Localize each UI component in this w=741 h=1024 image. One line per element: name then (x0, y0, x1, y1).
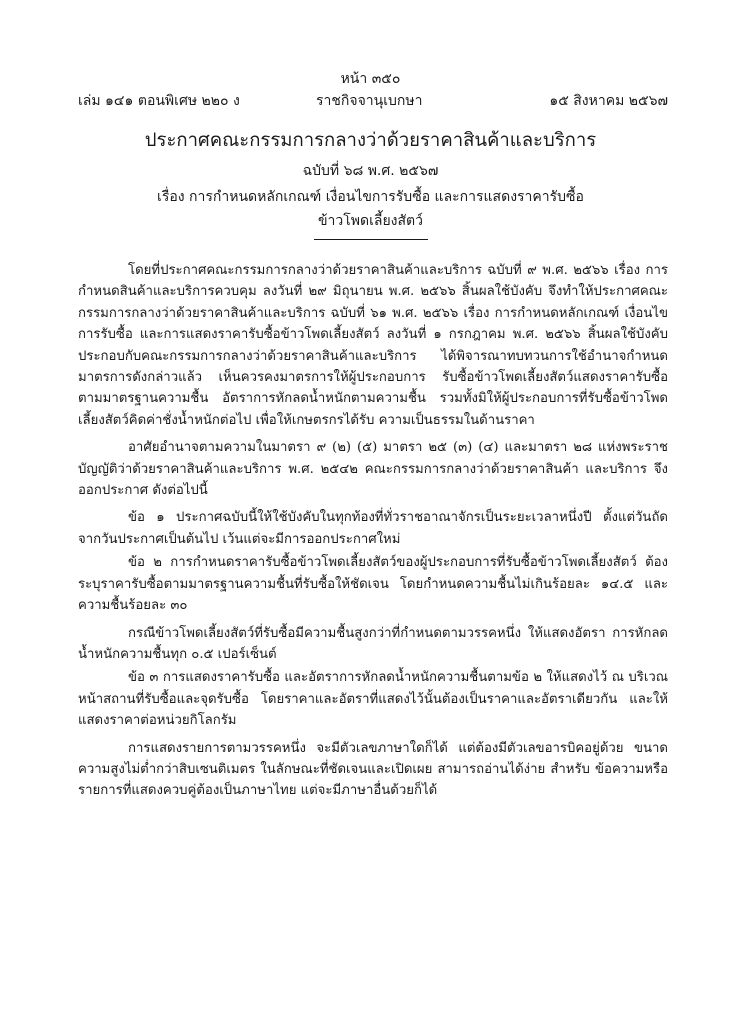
paragraph-clause-1: ข้อ ๑ ประกาศฉบับนี้ให้ใช้บังคับในทุกท้องที่ทั่วราชอาณาจักรเป็นระยะเวลาหนึ่งปี ตั้งแต่วันถัดจากวันประกาศเป็นต้นไป เว้นแต่จะมีการออกประกาศใหม่ (78, 510, 668, 547)
document-number: ฉบับที่ ๖๘ พ.ศ. ๒๕๖๗ (302, 163, 439, 179)
title-divider (314, 239, 428, 240)
document-subject-line1: เรื่อง การกำหนดหลักเกณฑ์ เงื่อนไขการรับซื้อ และการแสดงราคารับซื้อ (157, 189, 584, 205)
paragraph-clause-2-note: กรณีข้าวโพดเลี้ยงสัตว์ที่รับซื้อมีความชื้นสูงกว่าที่กำหนดตามวรรคหนึ่ง ให้แสดงอัตรา การหักลดน้ำหนักความชื้นทุก ๐.๕ เปอร์เซ็นต์ (78, 625, 668, 662)
paragraph-preamble: โดยที่ประกาศคณะกรรมการกลางว่าด้วยราคาสินค้าและบริการ ฉบับที่ ๙ พ.ศ. ๒๕๖๖ เรื่อง การกำหนดสินค้าและบริการควบคุม ลงวันที่ ๒๙ มิถุนายน พ.ศ. ๒๕๖๖ สิ้นผลใช้บังคับ จึงทำให้ประกาศคณะกรรมการกลางว่าด้วยราคาสินค้าและบริการ ฉบับที่ ๖๑ พ.ศ. ๒๕๖๖ เรื่อง การกำหนดหลักเกณฑ์ เงื่อนไขการรับซื้อ และการแสดงราคารับซื้อข้าวโพดเลี้ยงสัตว์ ลงวันที่ ๑ กรกฎาคม พ.ศ. ๒๕๖๖ สิ้นผลใช้บังคับ ประกอบกับคณะกรรมการกลางว่าด้วยราคาสินค้าและบริการ ได้พิจารณาทบทวนการใช้อำนาจกำหนดมาตรการดังกล่าวแล้ว เห็นควรคงมาตรการให้ผู้ประกอบการ รับซื้อข้าวโพดเลี้ยงสัตว์แสดงราคารับซื้อตามมาตรฐานความชื้น อัตราการหักลดน้ำหนักตามความชื้น รวมทั้งมิให้ผู้ประกอบการที่รับซื้อข้าวโพดเลี้ยงสัตว์คิดค่าชั่งน้ำหนักต่อไป เพื่อให้เกษตรกรได้รับ ความเป็นธรรมในด้านราคา (78, 263, 668, 428)
document-subject-line2: ข้าวโพดเลี้ยงสัตว์ (317, 213, 424, 229)
paragraph-clause-3: ข้อ ๓ การแสดงราคารับซื้อ และอัตราการหักลดน้ำหนักความชื้นตามข้อ ๒ ให้แสดงไว้ ณ บริเวณหน้าสถานที่รับซื้อและจุดรับซื้อ โดยราคาและอัตราที่แสดงไว้นั้นต้องเป็นราคาและอัตราเดียวกัน และให้แสดงราคาต่อหน่วยกิโลกรัม (78, 670, 668, 729)
gazette-name: ราชกิจจานุเบกษา (316, 93, 423, 109)
paragraph-authority: อาศัยอำนาจตามความในมาตรา ๙ (๒) (๕) มาตรา ๒๕ (๓) (๔) และมาตรา ๒๘ แห่งพระราชบัญญัติว่าด้วยราคาสินค้าและบริการ พ.ศ. ๒๕๔๒ คณะกรรมการกลางว่าด้วยราคาสินค้า และบริการ จึงออกประกาศ ดังต่อไปนี้ (78, 440, 668, 499)
document-title: ประกาศคณะกรรมการกลางว่าด้วยราคาสินค้าและบริการ (144, 130, 597, 151)
paragraph-clause-2: ข้อ ๒ การกำหนดราคารับซื้อข้าวโพดเลี้ยงสัตว์ของผู้ประกอบการที่รับซื้อข้าวโพดเลี้ยงสัตว์ ต้องระบุราคารับซื้อตามมาตรฐานความชื้นที่รับซื้อให้ชัดเจน โดยกำหนดความชื้นไม่เกินร้อยละ ๑๔.๕ และความชื้นร้อยละ ๓๐ (78, 555, 668, 614)
document-body (78, 260, 668, 804)
publication-date: ๑๕ สิงหาคม ๒๕๖๗ (549, 93, 668, 109)
page-number: หน้า ๓๕๐ (340, 71, 401, 87)
paragraph-clause-3-note: การแสดงรายการตามวรรคหนึ่ง จะมีตัวเลขภาษาใดก็ได้ แต่ต้องมีตัวเลขอารบิคอยู่ด้วย ขนาดความสูงไม่ต่ำกว่าสิบเซนติเมตร ในลักษณะที่ชัดเจนและเปิดเผย สามารถอ่านได้ง่าย สำหรับ ข้อความหรือรายการที่แสดงควบคู่ต้องเป็นภาษาไทย แต่จะมีภาษาอื่นด้วยก็ได้ (78, 740, 668, 799)
volume-issue: เล่ม ๑๔๑ ตอนพิเศษ ๒๒๐ ง (78, 93, 240, 109)
